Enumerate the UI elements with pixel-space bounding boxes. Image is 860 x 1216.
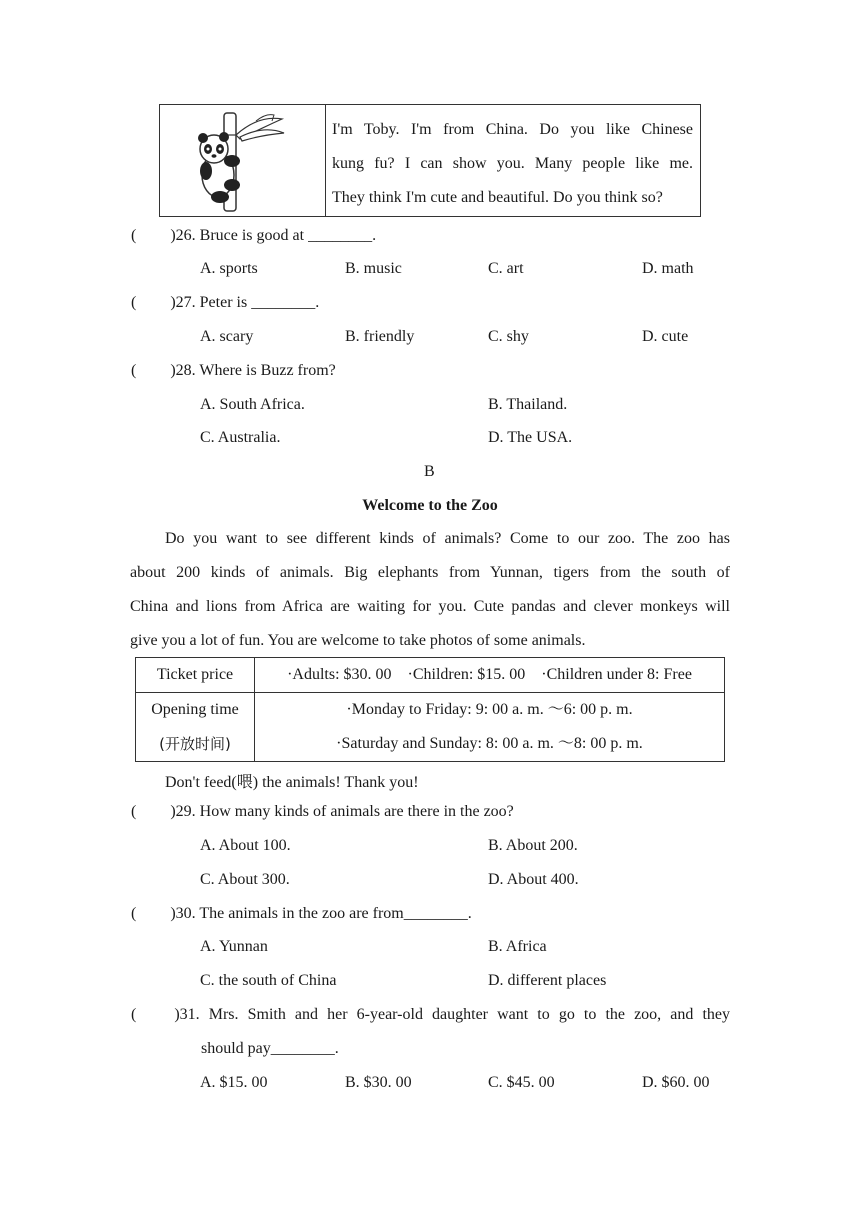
- answer-bracket-open: (: [131, 362, 137, 379]
- option: C. $45. 00: [488, 1074, 555, 1091]
- opening-time-weekend: ·Saturday and Sunday: 8: 00 a. m. ～8: 00 p. m.: [336, 735, 643, 752]
- answer-bracket-close: ): [170, 294, 176, 311]
- ticket-price-value: ·Adults: $30. 00 ·Children: $15. 00 ·Children under 8: Free: [255, 658, 725, 693]
- zoo-note: Don't feed(喂) the animals! Thank you!: [165, 774, 419, 791]
- question-stem: 29. How many kinds of animals are there in the zoo?: [175, 803, 514, 820]
- question-29: [131, 803, 514, 821]
- answer-bracket-close: ): [174, 1006, 180, 1023]
- opening-time-value: [255, 693, 725, 762]
- toby-text: [332, 113, 693, 215]
- paragraph-line: Do you want to see different kinds of animals? Come to our zoo. The zoo has: [165, 530, 730, 547]
- question-stem-continued: should pay________.: [201, 1040, 339, 1057]
- answer-bracket-open: (: [131, 1006, 137, 1023]
- question-stem: 28. Where is Buzz from?: [175, 362, 336, 379]
- option: A. scary: [200, 328, 254, 345]
- option: D. $60. 00: [642, 1074, 710, 1091]
- opening-time-label: [136, 693, 255, 762]
- question-30: [131, 905, 472, 923]
- option: C. art: [488, 260, 524, 277]
- ticket-price-label: Ticket price: [136, 658, 255, 693]
- question-stem: 30. The animals in the zoo are from________.: [175, 905, 472, 922]
- option: B. Africa: [488, 938, 547, 955]
- answer-bracket-close: ): [170, 905, 176, 922]
- question-26: [131, 227, 376, 245]
- option: B. music: [345, 260, 402, 277]
- option: A. Yunnan: [200, 938, 268, 955]
- toby-line: kung fu? I can show you. Many people like me.: [332, 155, 693, 172]
- toby-line: They think I'm cute and beautiful. Do you think so?: [332, 189, 663, 206]
- question-stem: 26. Bruce is good at ________.: [175, 227, 377, 244]
- question-stem: 31. Mrs. Smith and her 6-year-old daughter want to go to the zoo, and they: [179, 1006, 730, 1023]
- panda-on-bamboo-icon: [160, 105, 325, 216]
- question-stem: 27. Peter is ________.: [175, 294, 320, 311]
- answer-bracket-open: (: [131, 905, 137, 922]
- paragraph-line: China and lions from Africa are waiting for you. Cute pandas and clever monkeys will: [130, 598, 730, 615]
- zoo-info-table: [135, 657, 725, 762]
- option: B. friendly: [345, 328, 415, 345]
- question-27: [131, 294, 319, 312]
- option: D. cute: [642, 328, 689, 345]
- answer-bracket-close: ): [170, 803, 176, 820]
- toby-intro-box: [159, 104, 701, 217]
- answer-bracket-open: (: [131, 803, 137, 820]
- section-title: Welcome to the Zoo: [362, 497, 498, 514]
- option: A. sports: [200, 260, 258, 277]
- answer-bracket-open: (: [131, 227, 137, 244]
- option: A. About 100.: [200, 837, 291, 854]
- option: C. About 300.: [200, 871, 290, 888]
- question-28: [131, 362, 336, 380]
- option: B. $30. 00: [345, 1074, 412, 1091]
- answer-blank[interactable]: [136, 1006, 174, 1024]
- question-31: [131, 1006, 730, 1024]
- option: C. shy: [488, 328, 529, 345]
- option: D. About 400.: [488, 871, 579, 888]
- option: D. The USA.: [488, 429, 573, 446]
- opening-time-label-line2: (开放时间): [159, 735, 231, 753]
- option: A. South Africa.: [200, 396, 305, 413]
- opening-time-weekday: ·Monday to Friday: 9: 00 a. m. ～6: 00 p. m.: [346, 701, 633, 718]
- option: D. math: [642, 260, 694, 277]
- answer-bracket-close: ): [170, 362, 176, 379]
- zoo-paragraph: [130, 522, 730, 658]
- panda-image: [160, 105, 326, 216]
- answer-bracket-open: (: [131, 294, 137, 311]
- option: D. different places: [488, 972, 607, 989]
- paragraph-line: about 200 kinds of animals. Big elephants from Yunnan, tigers from the south of: [130, 564, 730, 581]
- option: C. Australia.: [200, 429, 281, 446]
- option: A. $15. 00: [200, 1074, 268, 1091]
- opening-time-label-line1: Opening time: [151, 701, 239, 718]
- toby-line: I'm Toby. I'm from China. Do you like Chinese: [332, 121, 693, 138]
- option: C. the south of China: [200, 972, 337, 989]
- option: B. About 200.: [488, 837, 578, 854]
- answer-bracket-close: ): [170, 227, 176, 244]
- paragraph-line: give you a lot of fun. You are welcome to take photos of some animals.: [130, 632, 586, 649]
- section-letter: B: [424, 463, 435, 480]
- option: B. Thailand.: [488, 396, 568, 413]
